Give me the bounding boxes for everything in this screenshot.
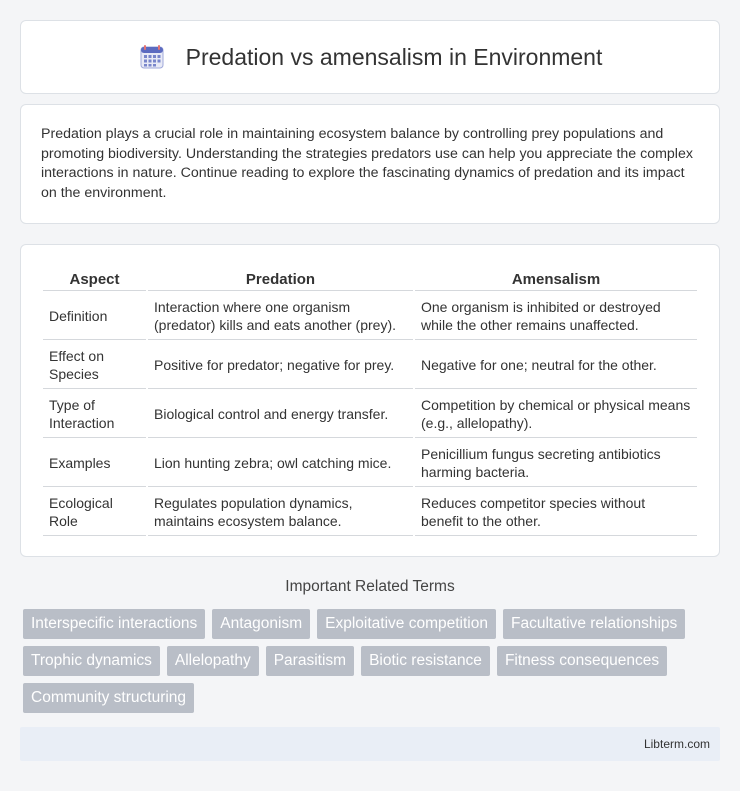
table-row: [43, 342, 697, 389]
header: [138, 43, 603, 71]
header-amensalism: Amensalism: [415, 267, 697, 291]
related-term-tag[interactable]: Antagonism: [212, 609, 310, 639]
cell-amensalism: Penicillium fungus secreting antibiotics harming bacteria.: [415, 440, 697, 487]
related-term-tag[interactable]: Fitness consequences: [497, 646, 667, 676]
related-term-tag[interactable]: Trophic dynamics: [23, 646, 160, 676]
related-term-tag[interactable]: Facultative relationships: [503, 609, 685, 639]
related-term-tag[interactable]: Allelopathy: [167, 646, 259, 676]
header-predation: Predation: [148, 267, 413, 291]
related-term-tag[interactable]: Parasitism: [266, 646, 354, 676]
table-row: [43, 489, 697, 536]
cell-predation: Lion hunting zebra; owl catching mice.: [148, 440, 413, 487]
related-terms-title: Important Related Terms: [285, 578, 455, 595]
intro-text: Predation plays a crucial role in maintaining ecosystem balance by controlling prey populations and promoting biodiversity. Understanding the strategies predators use can help you appreciate the complex interactions in nature. Continue reading to explore the fascinating dynamics of predation and its impact on the environment.: [41, 126, 693, 201]
cell-aspect: Type of Interaction: [43, 391, 146, 438]
cell-amensalism: One organism is inhibited or destroyed while the other remains unaffected.: [415, 293, 697, 340]
related-term-tag[interactable]: Interspecific interactions: [23, 609, 205, 639]
cell-aspect: Definition: [43, 293, 146, 340]
cell-aspect: Ecological Role: [43, 489, 146, 536]
cell-predation: Interaction where one organism (predator) kills and eats another (prey).: [148, 293, 413, 340]
cell-aspect: Effect on Species: [43, 342, 146, 389]
cell-predation: Positive for predator; negative for prey.: [148, 342, 413, 389]
footer-site-link[interactable]: Libterm.com: [643, 737, 710, 751]
comparison-table: [41, 265, 699, 538]
intro-card: [20, 104, 720, 224]
related-terms-tags: [23, 609, 723, 720]
cell-amensalism: Competition by chemical or physical means (e.g., allelopathy).: [415, 391, 697, 438]
cell-amensalism: Negative for one; neutral for the other.: [415, 342, 697, 389]
page-title: Predation vs amensalism in Environment: [185, 43, 603, 70]
comparison-table-card: [20, 244, 720, 557]
cell-predation: Biological control and energy transfer.: [148, 391, 413, 438]
table-row: [43, 293, 697, 340]
cell-aspect: Examples: [43, 440, 146, 487]
table-header-row: [43, 267, 697, 291]
table-row: [43, 391, 697, 438]
table-row: [43, 440, 697, 487]
footer: [20, 727, 720, 761]
cell-predation: Regulates population dynamics, maintains ecosystem balance.: [148, 489, 413, 536]
cell-amensalism: Reduces competitor species without benefit to the other.: [415, 489, 697, 536]
header-aspect: Aspect: [43, 267, 146, 291]
related-term-tag[interactable]: Biotic resistance: [361, 646, 490, 676]
related-term-tag[interactable]: Community structuring: [23, 683, 194, 713]
header-card: [20, 20, 720, 94]
calendar-grid-icon: [138, 43, 166, 71]
related-term-tag[interactable]: Exploitative competition: [317, 609, 496, 639]
